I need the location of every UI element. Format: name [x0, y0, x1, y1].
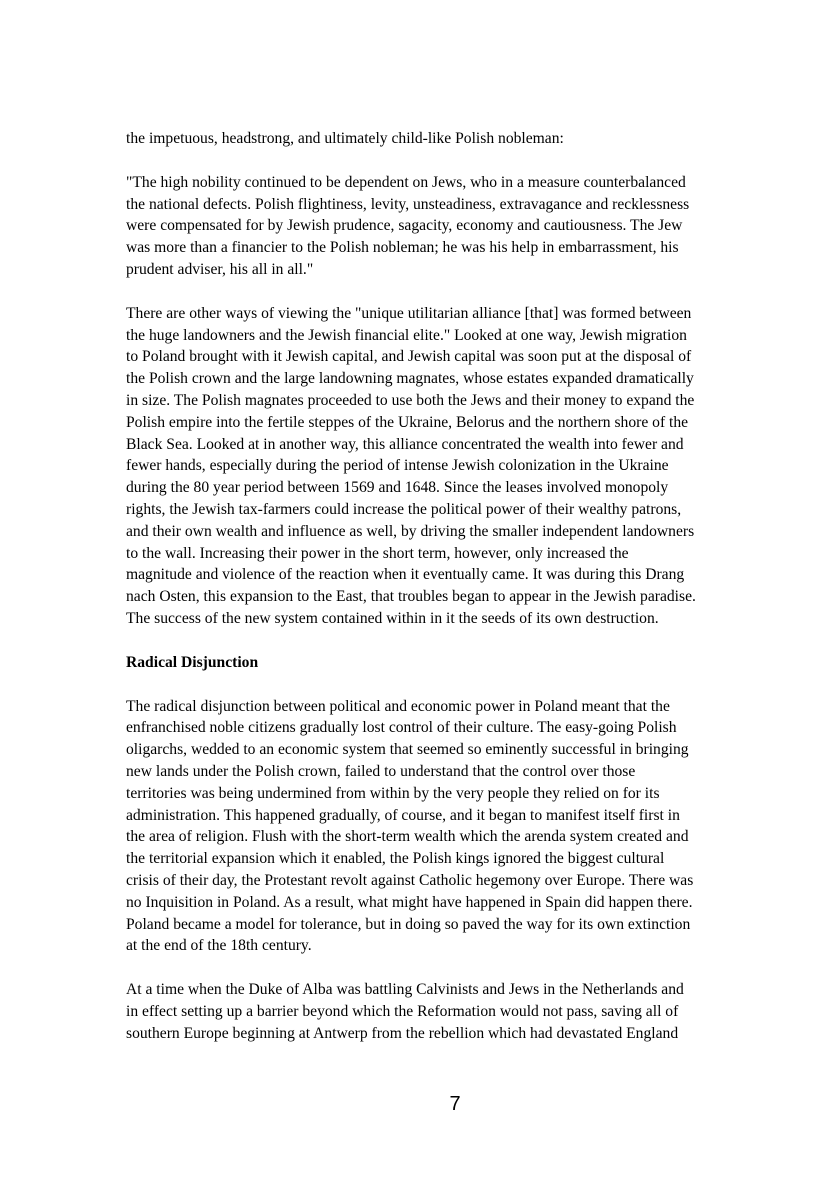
text-line: Black Sea. Looked at in another way, this alliance concentrated the wealth into fewer and: [126, 435, 684, 453]
text-line: The radical disjunction between political and economic power in Poland meant that the: [126, 697, 670, 715]
text-line: administration. This happened gradually, of course, and it began to manifest itself first in: [126, 806, 680, 824]
text-line: "The high nobility continued to be dependent on Jews, who in a measure counterbalanced: [126, 173, 686, 191]
text-line: Poland became a model for tolerance, but in doing so paved the way for its own extinction: [126, 915, 691, 933]
text-line: was more than a financier to the Polish nobleman; he was his help in embarrassment, his: [126, 239, 679, 257]
paragraph-disjunction: [126, 696, 751, 958]
text-line: to Poland brought with it Jewish capital, and Jewish capital was soon put at the disposal of: [126, 348, 692, 366]
text-line: the area of religion. Flush with the short-term wealth which the arenda system created and: [126, 828, 689, 846]
text-line: fewer hands, especially during the period of intense Jewish colonization in the Ukraine: [126, 457, 669, 475]
text-line: the huge landowners and the Jewish financial elite." Looked at one way, Jewish migration: [126, 326, 687, 344]
section-heading: Radical Disjunction: [126, 653, 259, 671]
text-line: in size. The Polish magnates proceeded to use both the Jews and their money to expand the: [126, 391, 695, 409]
text-line: and their own wealth and influence as well, by driving the smaller independent landowners: [126, 522, 695, 540]
text-line: enfranchised noble citizens gradually lost control of their culture. The easy-going Polish: [126, 719, 677, 737]
text-line: the impetuous, headstrong, and ultimately child-like Polish nobleman:: [126, 130, 564, 147]
text-line: new lands under the Polish crown, failed to understand that the control over those: [126, 762, 636, 780]
text-line: at the end of the 18th century.: [126, 937, 312, 955]
paragraph-duke-of-alba: [126, 979, 751, 1044]
text-line: during the 80 year period between 1569 and 1648. Since the leases involved monopoly: [126, 479, 669, 497]
text-line: the national defects. Polish flightiness, levity, unsteadiness, extravagance and recklessness: [126, 195, 690, 213]
text-line: were compensated for by Jewish prudence, sagacity, economy and cautiousness. The Jew: [126, 217, 683, 235]
page-number: 7: [449, 1093, 461, 1115]
text-line: southern Europe beginning at Antwerp from the rebellion which had devastated England: [126, 1024, 679, 1042]
text-line: There are other ways of viewing the "unique utilitarian alliance [that] was formed between: [126, 304, 692, 322]
paragraph-quote: [126, 172, 751, 281]
text-line: At a time when the Duke of Alba was battling Calvinists and Jews in the Netherlands and: [126, 981, 684, 999]
text-line: to the wall. Increasing their power in the short term, however, only increased the: [126, 544, 629, 562]
text-line: nach Osten, this expansion to the East, that troubles began to appear in the Jewish paradise.: [126, 588, 696, 606]
paragraph-alliance: [126, 303, 751, 630]
text-line: no Inquisition in Poland. As a result, what might have happened in Spain did happen there.: [126, 893, 693, 911]
text-line: territories was being undermined from within by the very people they relied on for its: [126, 784, 660, 802]
paragraph-intro: [126, 128, 751, 150]
text-line: prudent adviser, his all in all.": [126, 260, 314, 278]
text-line: the territorial expansion which it enabled, the Polish kings ignored the biggest cultural: [126, 850, 665, 868]
text-line: magnitude and violence of the reaction when it eventually came. It was during this Drang: [126, 566, 685, 584]
text-line: in effect setting up a barrier beyond which the Reformation would not pass, saving all of: [126, 1002, 679, 1020]
document-page: [126, 128, 751, 1066]
text-line: The success of the new system contained within in it the seeds of its own destruction.: [126, 609, 659, 627]
text-line: crisis of their day, the Protestant revolt against Catholic hegemony over Europe. There was: [126, 871, 694, 889]
text-line: oligarchs, wedded to an economic system that seemed so eminently successful in bringing: [126, 741, 689, 759]
text-line: rights, the Jewish tax-farmers could increase the political power of their wealthy patrons,: [126, 500, 682, 518]
text-line: Polish empire into the fertile steppes of the Ukraine, Belorus and the northern shore of the: [126, 413, 689, 431]
text-line: the Polish crown and the large landowning magnates, whose estates expanded dramatically: [126, 370, 694, 388]
